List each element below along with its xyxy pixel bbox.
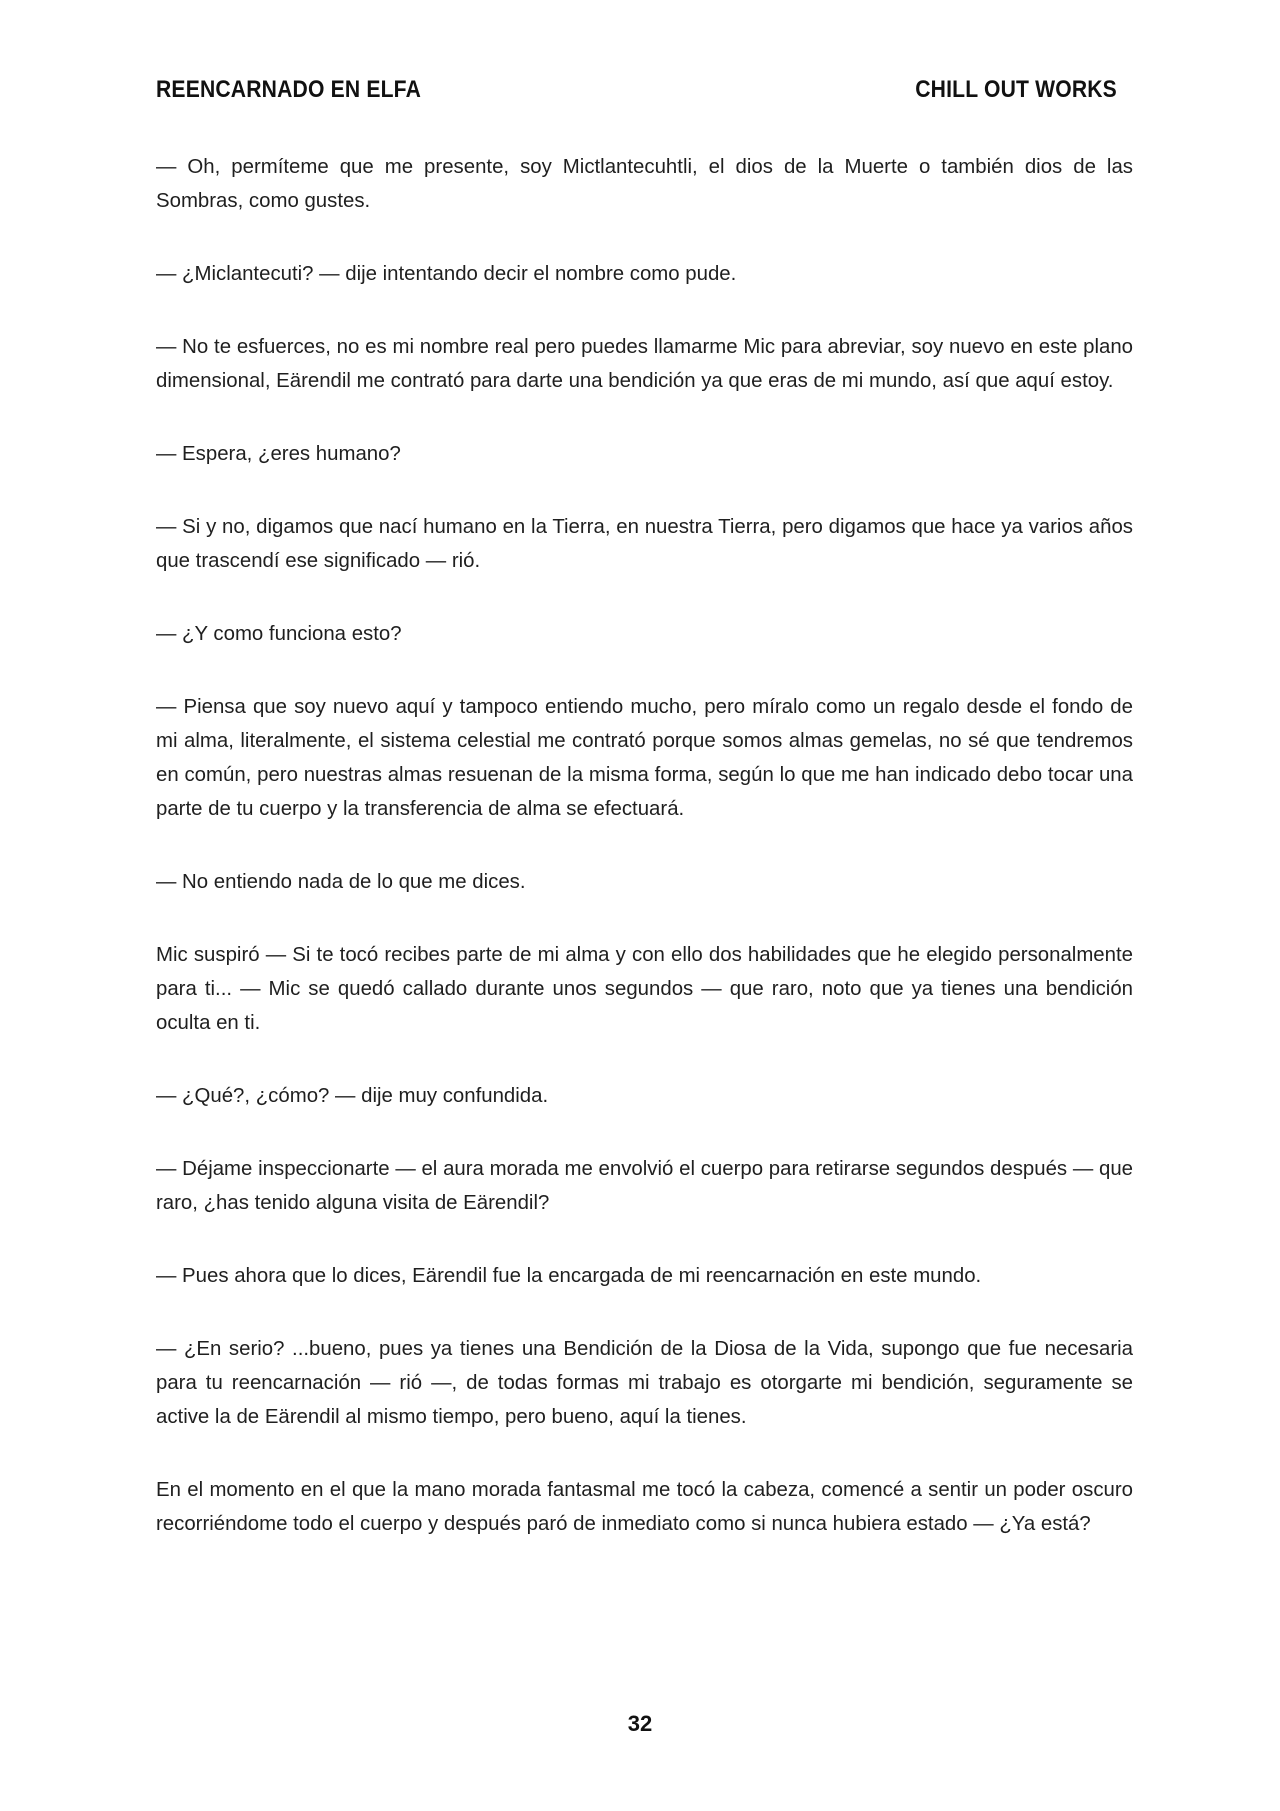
paragraph: — Déjame inspeccionarte — el aura morada me envolvió el cuerpo para retirarse segundos después — que raro, ¿has tenido alguna visita de Eärendil? xyxy=(156,1158,1133,1214)
running-header xyxy=(156,76,1117,104)
publisher-name: CHILL OUT WORKS xyxy=(915,76,1117,103)
paragraph: — Oh, permíteme que me presente, soy Mictlantecuhtli, el dios de la Muerte o también dios de las Sombras, como gustes. xyxy=(156,156,1133,212)
paragraph: — Si y no, digamos que nací humano en la Tierra, en nuestra Tierra, pero digamos que hace ya varios años que trascendí ese significado — rió. xyxy=(156,516,1133,572)
paragraph: — ¿En serio? ...bueno, pues ya tienes una Bendición de la Diosa de la Vida, supongo que fue necesaria para tu reencarnación — rió —, de todas formas mi trabajo es otorgarte mi bendición, seguramente se active la de Eärendil al mismo tiempo, pero bueno, aquí la tienes. xyxy=(156,1338,1133,1428)
paragraph: En el momento en el que la mano morada fantasmal me tocó la cabeza, comencé a sentir un poder oscuro recorriéndome todo el cuerpo y después paró de inmediato como si nunca hubiera estado — ¿Ya está? xyxy=(156,1479,1133,1535)
paragraph: — ¿Qué?, ¿cómo? — dije muy confundida. xyxy=(156,1085,549,1107)
paragraph: — ¿Y como funciona esto? xyxy=(156,623,402,645)
paragraph: — Pues ahora que lo dices, Eärendil fue la encargada de mi reencarnación en este mundo. xyxy=(156,1265,982,1287)
paragraph: — Espera, ¿eres humano? xyxy=(156,443,401,465)
paragraph: — No entiendo nada de lo que me dices. xyxy=(156,871,526,893)
paragraph: — ¿Miclantecuti? — dije intentando decir el nombre como pude. xyxy=(156,263,737,285)
page-number: 32 xyxy=(627,1711,653,1736)
book-title: REENCARNADO EN ELFA xyxy=(156,76,422,103)
paragraph: — Piensa que soy nuevo aquí y tampoco entiendo mucho, pero míralo como un regalo desde el fondo de mi alma, literalmente, el sistema celestial me contrató porque somos almas gemelas, no sé que tendremos en común, pero nuestras almas resuenan de la misma forma, según lo que me han indicado debo tocar una parte de tu cuerpo y la transferencia de alma se efectuará. xyxy=(156,696,1133,820)
paragraph: — No te esfuerces, no es mi nombre real pero puedes llamarme Mic para abreviar, soy nuevo en este plano dimensional, Eärendil me contrató para darte una bendición ya que eras de mi mundo, así que aquí estoy. xyxy=(156,336,1133,392)
paragraph: Mic suspiró — Si te tocó recibes parte de mi alma y con ello dos habilidades que he elegido personalmente para ti... — Mic se quedó callado durante unos segundos — que raro, noto que ya tienes una bendición oculta en ti. xyxy=(156,944,1133,1034)
body-text xyxy=(156,150,1133,1580)
